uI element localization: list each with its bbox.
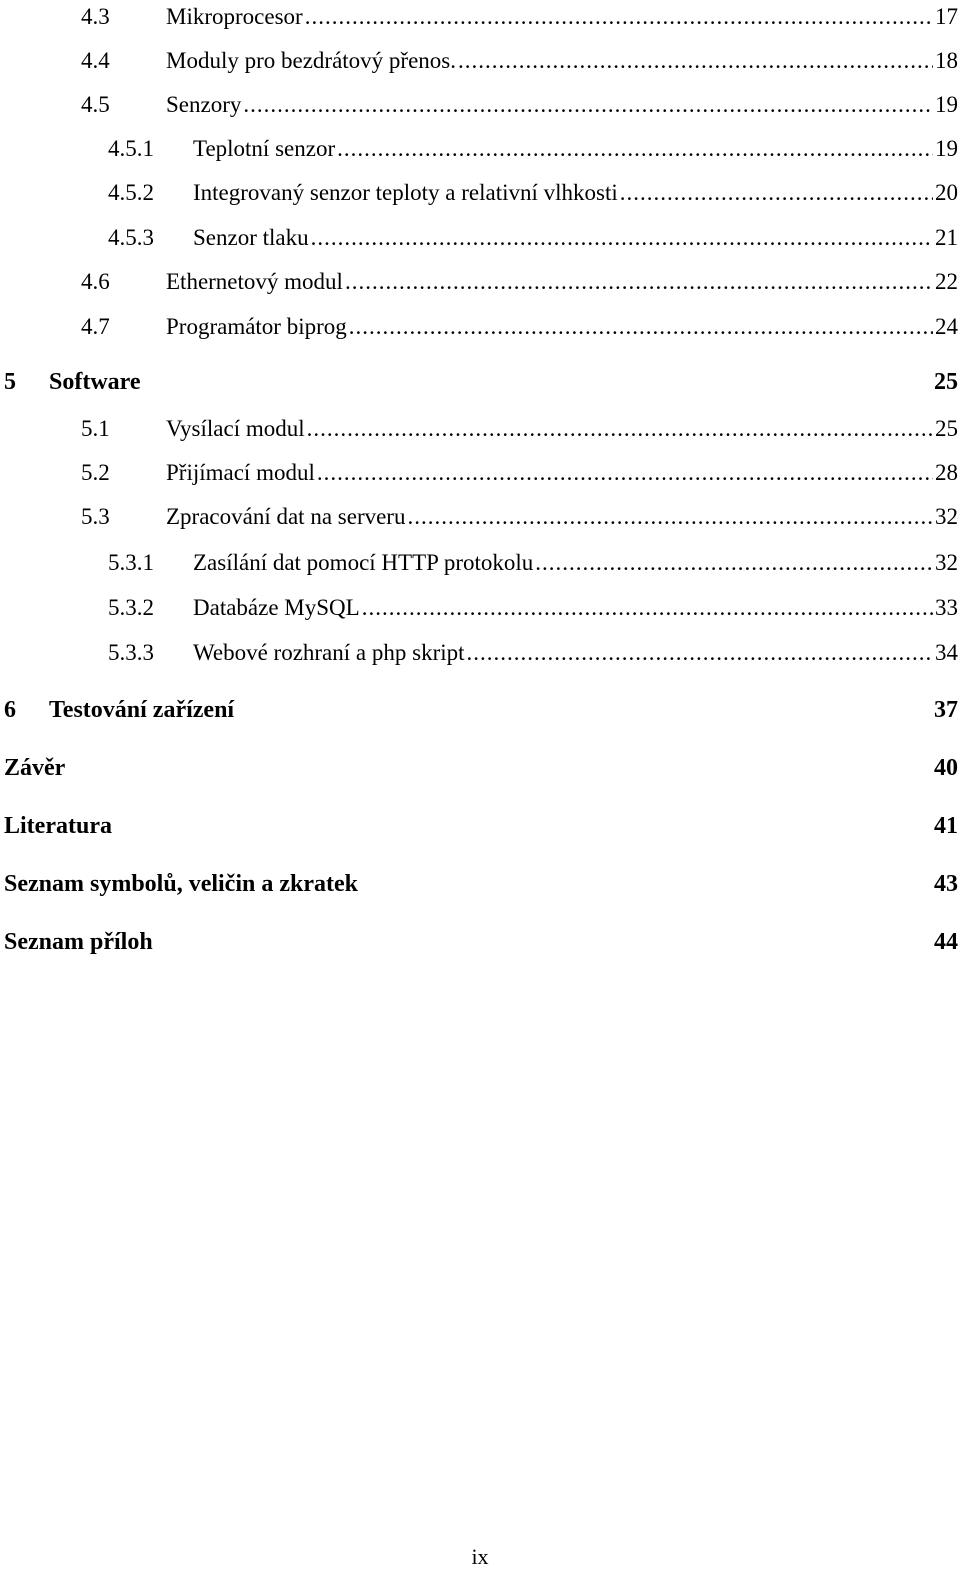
page-number: ix xyxy=(471,1544,489,1569)
toc-entry[interactable] xyxy=(0,926,958,956)
toc-entry-number: 4.5.1 xyxy=(108,136,154,161)
toc-entry[interactable] xyxy=(0,636,958,666)
toc-entry-title: Databáze MySQL xyxy=(193,595,360,620)
toc-entry-title: Senzory xyxy=(166,92,242,117)
toc-entry-page: 21 xyxy=(935,225,958,250)
dot-leader xyxy=(362,595,933,621)
toc-entry[interactable] xyxy=(0,366,958,396)
toc-entry-title: Ethernetový modul xyxy=(166,269,343,294)
toc-entry-title: Závěr xyxy=(4,755,66,781)
toc-entry[interactable] xyxy=(0,591,958,621)
dot-leader xyxy=(535,550,933,576)
toc-entry-number: 4.4 xyxy=(81,48,110,73)
toc-entry-page: 33 xyxy=(935,595,958,620)
toc-entry-title: Zpracování dat na serveru xyxy=(166,504,406,529)
toc-entry[interactable] xyxy=(0,132,958,162)
toc-entry-title: Software xyxy=(49,369,141,395)
toc-entry-title: Vysílací modul xyxy=(166,416,305,441)
dot-leader xyxy=(305,4,933,30)
dot-leader xyxy=(620,180,933,206)
toc-entry-number: 6 xyxy=(4,697,16,723)
toc-entry-title: Webové rozhraní a php skript xyxy=(193,640,465,665)
dot-leader xyxy=(317,460,933,486)
toc-entry-page: 18 xyxy=(935,48,958,73)
toc-entry-title: Teplotní senzor xyxy=(193,136,336,161)
toc-entry[interactable] xyxy=(0,500,958,530)
toc-entry-page: 22 xyxy=(935,269,958,294)
toc-entry-page: 44 xyxy=(934,929,958,955)
dot-leader xyxy=(311,225,933,251)
toc-entry-page: 34 xyxy=(935,640,958,665)
dot-leader xyxy=(349,314,933,340)
toc-entry[interactable] xyxy=(0,546,958,576)
toc-entry-title: Testování zařízení xyxy=(49,697,235,723)
toc-entry-title: Senzor tlaku xyxy=(193,225,309,250)
toc-entry-number: 4.5.3 xyxy=(108,225,154,250)
toc-entry-title: Seznam příloh xyxy=(4,929,153,955)
toc-entry-page: 20 xyxy=(935,180,958,205)
toc-entry-number: 4.6 xyxy=(81,269,110,294)
toc-entry[interactable] xyxy=(0,0,958,30)
toc-entry[interactable] xyxy=(0,810,958,840)
toc-entry-title: Moduly pro bezdrátový přenos. xyxy=(166,48,456,73)
toc-entry[interactable] xyxy=(0,44,958,74)
toc-entry-page: 40 xyxy=(934,755,958,781)
dot-leader xyxy=(243,92,933,118)
toc-entry[interactable] xyxy=(0,752,958,782)
dot-leader xyxy=(407,504,933,530)
toc-entry-title: Zasílání dat pomocí HTTP protokolu xyxy=(193,550,534,575)
toc-entry[interactable] xyxy=(0,88,958,118)
dot-leader xyxy=(345,269,933,295)
toc-entry-page: 32 xyxy=(935,504,958,529)
toc-entry-title: Literatura xyxy=(4,813,112,839)
toc-entry-page: 25 xyxy=(934,369,958,395)
toc-entry-page: 25 xyxy=(935,416,958,441)
toc-entry[interactable] xyxy=(0,868,958,898)
toc-entry-number: 4.5 xyxy=(81,92,110,117)
toc-entry-page: 17 xyxy=(935,4,958,29)
dot-leader xyxy=(307,416,933,442)
toc-entry[interactable] xyxy=(0,265,958,295)
toc-entry[interactable] xyxy=(0,221,958,251)
toc-entry[interactable] xyxy=(0,456,958,486)
toc-entry-number: 4.7 xyxy=(81,314,110,339)
toc-entry-number: 4.5.2 xyxy=(108,180,154,205)
toc-entry-number: 5 xyxy=(4,369,16,395)
toc-entry-title: Programátor biprog xyxy=(166,314,347,339)
toc-entry-number: 5.3.3 xyxy=(108,640,154,665)
toc-entry-title: Přijímací modul xyxy=(166,460,315,485)
toc-entry-number: 5.3 xyxy=(81,504,110,529)
toc-entry-page: 32 xyxy=(935,550,958,575)
toc-entry[interactable] xyxy=(0,412,958,442)
toc-entry-page: 19 xyxy=(935,136,958,161)
toc-entry[interactable] xyxy=(0,176,958,206)
toc-entry-page: 41 xyxy=(934,813,958,839)
dot-leader xyxy=(337,136,933,162)
toc-entry[interactable] xyxy=(0,694,958,724)
toc-entry-number: 5.2 xyxy=(81,460,110,485)
toc-entry-page: 24 xyxy=(935,314,958,339)
toc-entry-number: 5.1 xyxy=(81,416,110,441)
toc-entry-title: Integrovaný senzor teploty a relativní vlhkosti xyxy=(193,180,618,205)
dot-leader xyxy=(458,48,933,74)
toc-entry-page: 37 xyxy=(934,697,958,723)
toc-entry-page: 19 xyxy=(935,92,958,117)
toc-entry-title: Mikroprocesor xyxy=(166,4,303,29)
toc-entry[interactable] xyxy=(0,310,958,340)
toc-entry-number: 5.3.2 xyxy=(108,595,154,620)
toc-entry-page: 28 xyxy=(935,460,958,485)
dot-leader xyxy=(467,640,933,666)
toc-entry-number: 4.3 xyxy=(81,4,110,29)
toc-entry-title: Seznam symbolů, veličin a zkratek xyxy=(4,871,358,897)
toc-entry-page: 43 xyxy=(934,871,958,897)
toc-entry-number: 5.3.1 xyxy=(108,550,154,575)
